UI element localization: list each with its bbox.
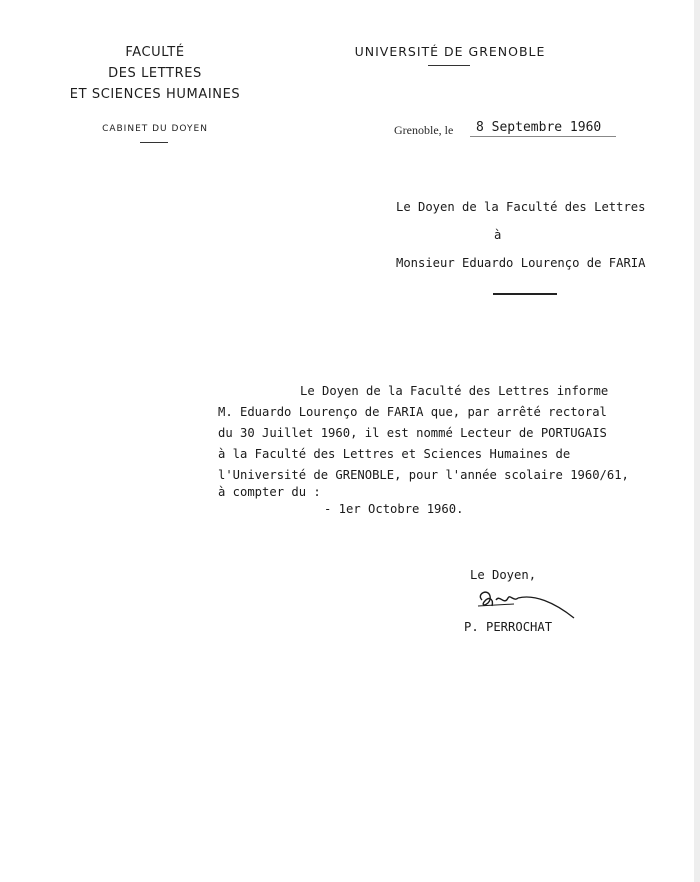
- date-underline: [470, 136, 616, 137]
- cabinet-label: CABINET DU DOYEN: [102, 124, 208, 134]
- address-recipient: Monsieur Eduardo Lourenço de FARIA: [396, 256, 646, 270]
- cabinet-rule: [140, 142, 168, 143]
- dateline-date: 8 Septembre 1960: [476, 120, 602, 135]
- faculty-letterhead: [40, 42, 270, 105]
- faculty-line-3: ET SCIENCES HUMAINES: [69, 87, 241, 102]
- body-line-1: Le Doyen de la Faculté des Lettres informe: [300, 384, 609, 398]
- faculty-line-2: DES LETTRES: [108, 66, 202, 81]
- body-line-7: - 1er Octobre 1960.: [324, 502, 464, 516]
- closing-title: Le Doyen,: [470, 568, 537, 582]
- body-line-5: l'Université de GRENOBLE, pour l'année scolaire 1960/61,: [218, 468, 629, 482]
- address-rule: [493, 293, 557, 295]
- closing-name: P. PERROCHAT: [464, 620, 553, 634]
- dateline-place: Grenoble, le: [394, 123, 454, 137]
- university-header: UNIVERSITÉ DE GRENOBLE: [354, 44, 546, 59]
- signature-icon: [474, 584, 584, 624]
- body-line-2: M. Eduardo Lourenço de FARIA que, par arrêté rectoral: [218, 405, 607, 419]
- body-line-3: du 30 Juillet 1960, il est nommé Lecteur de PORTUGAIS: [218, 426, 607, 440]
- address-to-word: à: [494, 228, 502, 242]
- body-line-6: à compter du :: [218, 485, 321, 499]
- faculty-line-1: FACULTÉ: [125, 45, 185, 60]
- body-line-4: à la Faculté des Lettres et Sciences Humaines de: [218, 447, 571, 461]
- address-from: Le Doyen de la Faculté des Lettres: [396, 200, 646, 214]
- university-rule: [428, 65, 470, 66]
